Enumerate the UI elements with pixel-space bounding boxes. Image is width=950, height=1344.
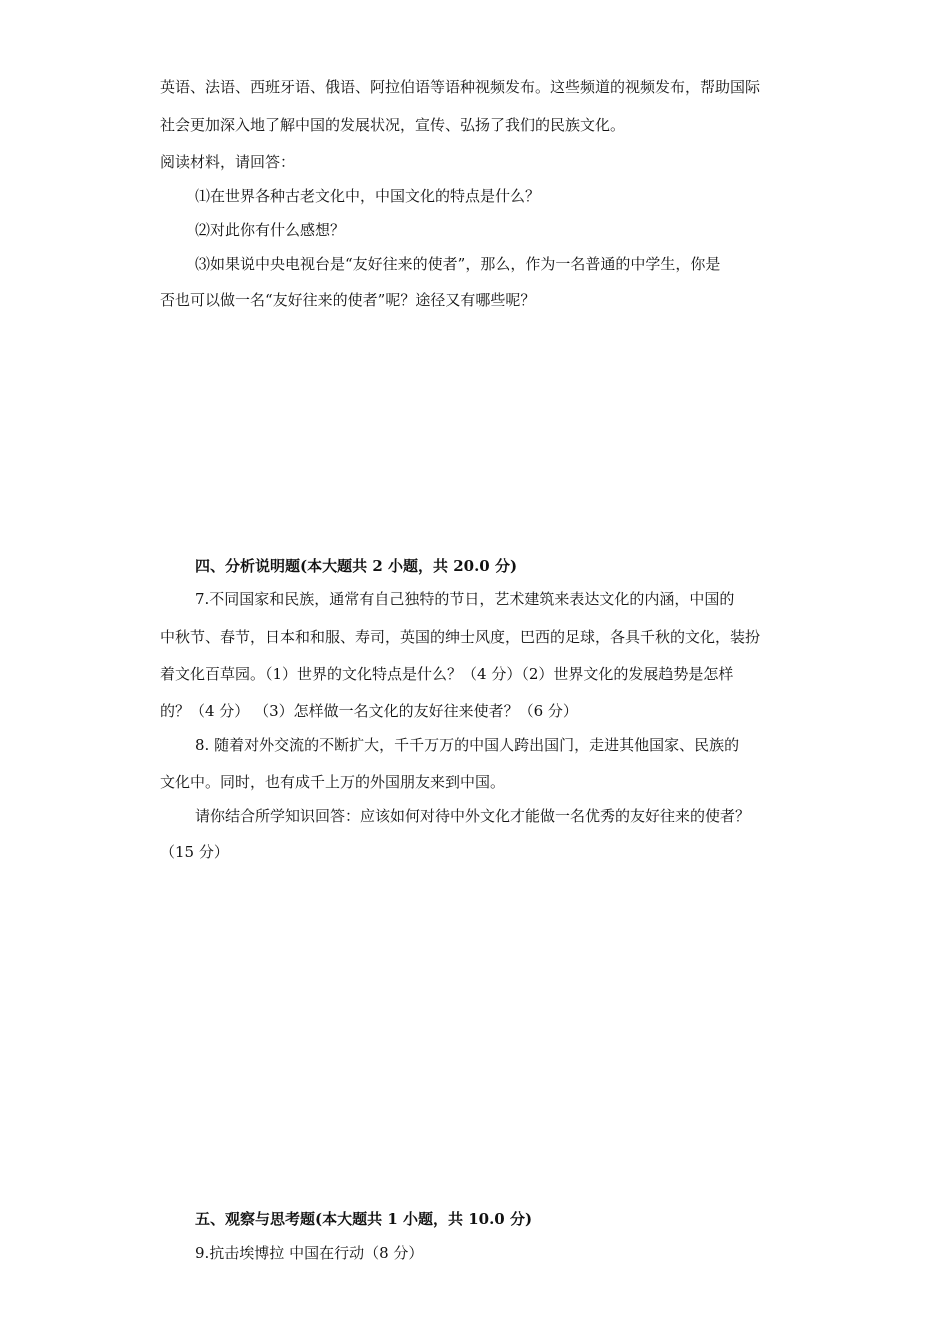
question-8-line-2: 文化中。同时，也有成千上万的外国朋友来到中国。: [160, 773, 506, 791]
question-8-line-1: 8. 随着对外交流的不断扩大，千千万万的中国人跨出国门，走进其他国家、民族的: [195, 736, 740, 754]
passage-line-2: 社会更加深入地了解中国的发展状况，宣传、弘扬了我们的民族文化。: [160, 116, 626, 134]
question-7-line-1: 7.不同国家和民族，通常有自己独特的节日，艺术建筑来表达文化的内涵，中国的: [195, 590, 735, 608]
question-3-line-2: 否也可以做一名“友好往来的使者”呢？途径又有哪些呢？: [160, 291, 536, 309]
question-9: 9.抗击埃博拉 中国在行动（8 分）: [195, 1244, 424, 1262]
reading-prompt: 阅读材料，请回答：: [160, 153, 296, 171]
passage-line-1: 英语、法语、西班牙语、俄语、阿拉伯语等语种视频发布。这些频道的视频发布，帮助国际: [160, 78, 761, 96]
question-3-line-1: ⑶如果说中央电视台是“友好往来的使者”，那么，作为一名普通的中学生，你是: [195, 255, 721, 273]
question-8-line-3: 请你结合所学知识回答：应该如何对待中外文化才能做一名优秀的友好往来的使者？: [195, 807, 751, 825]
section-5-heading: 五、观察与思考题(本大题共 1 小题，共 10.0 分): [195, 1210, 533, 1228]
question-1: ⑴在世界各种古老文化中，中国文化的特点是什么？: [195, 187, 541, 205]
question-2: ⑵对此你有什么感想？: [195, 221, 346, 239]
section-4-heading: 四、分析说明题(本大题共 2 小题，共 20.0 分): [195, 557, 518, 575]
question-8-line-4: （15 分）: [160, 843, 229, 861]
question-7-line-4: 的？（4 分） （3）怎样做一名文化的友好往来使者？（6 分）: [160, 702, 578, 720]
question-7-line-3: 着文化百草园。（1）世界的文化特点是什么？（4 分）（2）世界文化的发展趋势是怎样: [160, 665, 734, 683]
question-7-line-2: 中秋节、春节，日本和和服、寿司，英国的绅士风度，巴西的足球，各具千秋的文化，装扮: [160, 628, 761, 646]
